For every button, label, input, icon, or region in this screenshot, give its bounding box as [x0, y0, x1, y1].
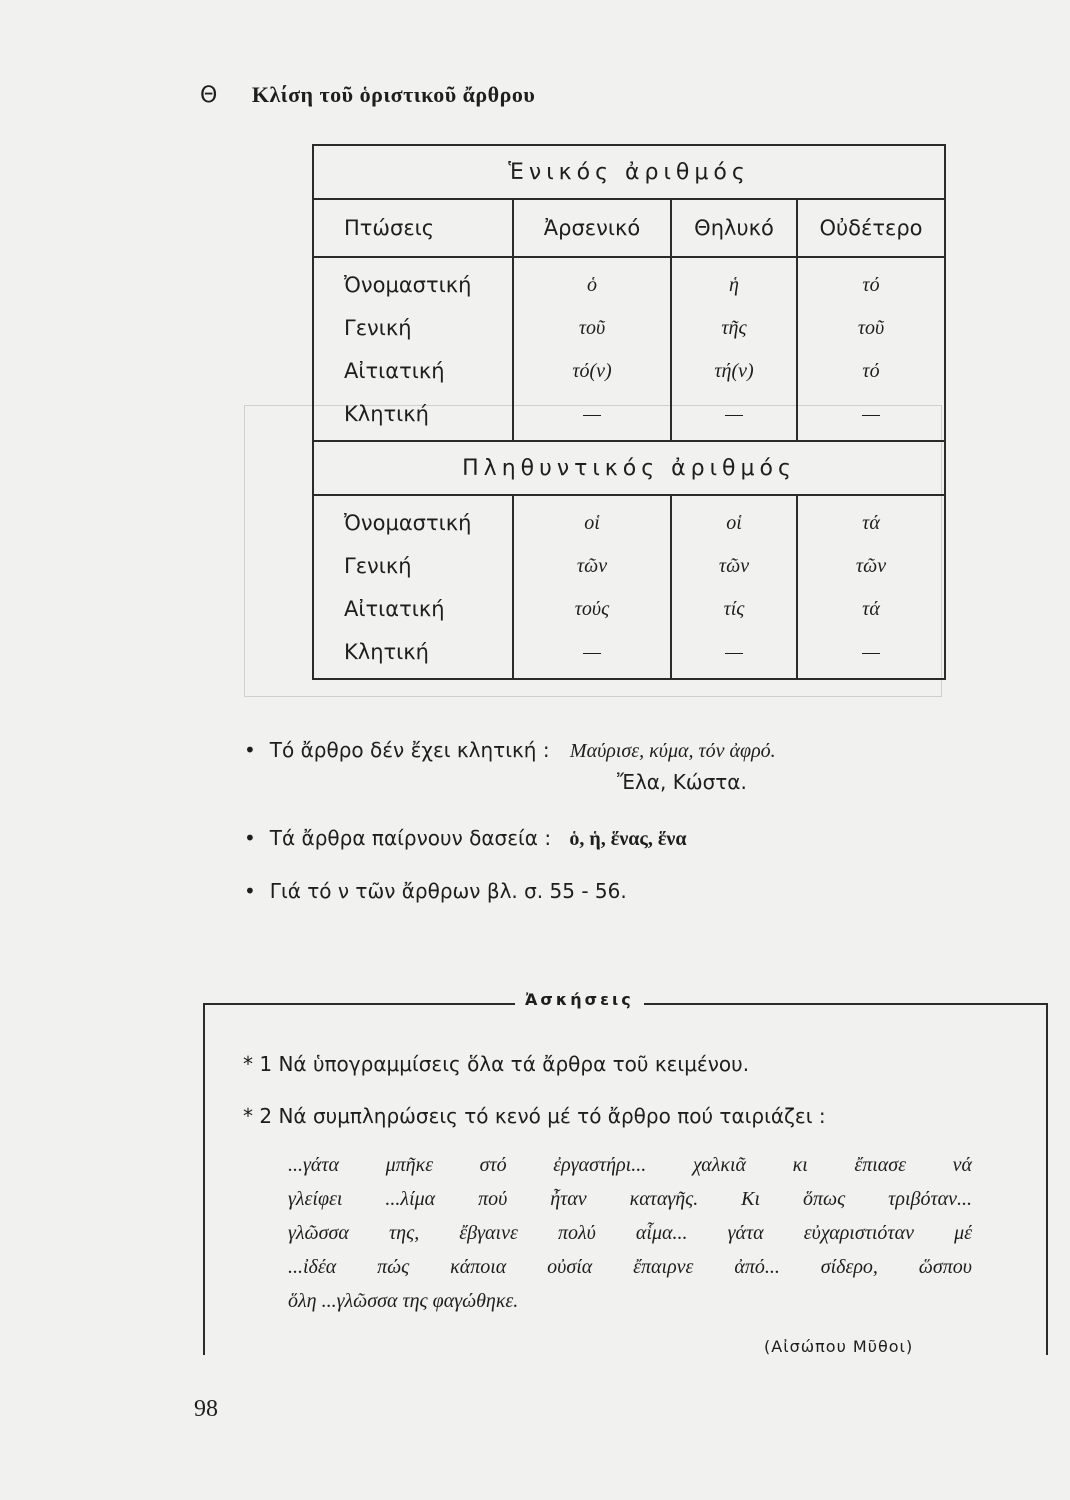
plural-banner: Πληθυντικός ἀριθμός — [313, 441, 945, 495]
article-form: — — [583, 641, 601, 663]
plural-rows — [313, 495, 945, 679]
article-form: τή(ν) — [714, 360, 754, 382]
section-title: Κλίση τοῦ ὁριστικοῦ ἄρθρου — [251, 82, 536, 107]
header-neuter: Οὐδέτερο — [797, 199, 945, 257]
exercise-text-line: ...ἰδέα πώς κάποια οὐσία ἔπαιρνε ἀπό... σίδερο, ὥσπου — [288, 1256, 972, 1278]
article-form: οἱ — [584, 512, 600, 534]
exercise-text-line: γλῶσσα της, ἔβγαινε πολύ αἷμα... γάτα εὐχαριστιόταν μέ — [288, 1222, 972, 1244]
note-rough-breathing — [244, 826, 687, 851]
article-form: τά — [862, 512, 880, 534]
singular-neuter-forms — [797, 257, 945, 441]
section-heading — [200, 82, 535, 108]
bullet-icon: • — [244, 738, 256, 762]
exercise-2: * 2 Νά συμπληρώσεις τό κενό μέ τό ἄρθρο πού ταιριάζει : — [243, 1104, 826, 1128]
theta-icon: Θ — [200, 83, 218, 108]
case-label: Ὀνομαστική — [344, 511, 472, 535]
article-form: τῶν — [855, 555, 887, 577]
article-form: — — [583, 403, 601, 425]
article-form: οἱ — [726, 512, 742, 534]
case-label: Κλητική — [344, 402, 429, 426]
case-label: Αἰτιατική — [344, 597, 445, 621]
plural-masculine-forms — [513, 495, 671, 679]
article-form: τό(ν) — [572, 360, 612, 382]
singular-feminine-forms — [671, 257, 797, 441]
note-text: Τό ἄρθρο δέν ἔχει κλητική : — [269, 738, 550, 762]
case-label: Αἰτιατική — [344, 359, 445, 383]
source-citation: (Αἰσώπου Μῦθοι) — [764, 1337, 914, 1356]
article-form: — — [862, 641, 880, 663]
plural-case-labels — [313, 495, 513, 679]
exercises-title: Ἀσκήσεις — [515, 990, 644, 1009]
header-masculine: Ἀρσενικό — [513, 199, 671, 257]
article-form: — — [725, 641, 743, 663]
singular-banner-row — [313, 145, 945, 199]
note-example: ὁ, ἡ, ἕνας, ἕνα — [569, 828, 687, 850]
header-feminine: Θηλυκό — [671, 199, 797, 257]
article-form: τούς — [574, 598, 610, 620]
header-row — [313, 199, 945, 257]
article-form: τό — [862, 274, 880, 296]
case-label: Κλητική — [344, 640, 429, 664]
note-final-nu — [244, 879, 627, 903]
note-example-2: Ἔλα, Κώστα. — [617, 770, 747, 794]
article-form: τοῦ — [857, 317, 885, 339]
note-vocative — [244, 738, 776, 763]
article-form: ἡ — [729, 274, 739, 296]
article-form: τίς — [723, 598, 745, 620]
case-label: Γενική — [344, 554, 412, 578]
plural-banner-row — [313, 441, 945, 495]
note-text: Τά ἄρθρα παίρνουν δασεία : — [269, 826, 552, 850]
singular-case-labels — [313, 257, 513, 441]
plural-feminine-forms — [671, 495, 797, 679]
bullet-icon: • — [244, 879, 256, 903]
case-label: Γενική — [344, 316, 412, 340]
exercise-1: * 1 Νά ὑπογραμμίσεις ὅλα τά ἄρθρα τοῦ κειμένου. — [243, 1052, 750, 1076]
bullet-icon: • — [244, 826, 256, 850]
note-example: Μαύρισε, κύμα, τόν ἀφρό. — [569, 740, 776, 762]
exercise-text-line: ὅλη ...γλῶσσα της φαγώθηκε. — [288, 1290, 519, 1312]
page-number: 98 — [194, 1396, 218, 1422]
exercise-text-line: ...γάτα μπῆκε στό ἐργαστήρι... χαλκιᾶ κι ἔπιασε νά — [288, 1154, 972, 1176]
article-form: — — [725, 403, 743, 425]
article-form: τῆς — [721, 317, 747, 339]
plural-neuter-forms — [797, 495, 945, 679]
article-form: τῶν — [718, 555, 750, 577]
singular-masculine-forms — [513, 257, 671, 441]
article-form: — — [862, 403, 880, 425]
header-cases: Πτώσεις — [313, 199, 513, 257]
exercise-text-line: γλείφει ...λίμα πού ἦταν καταγῆς. Κι ὅπως τριβόταν... — [288, 1188, 972, 1210]
singular-rows — [313, 257, 945, 441]
article-form: τό — [862, 360, 880, 382]
article-form: τῶν — [576, 555, 608, 577]
article-form: τοῦ — [578, 317, 606, 339]
article-form: ὁ — [587, 274, 597, 296]
note-text: Γιά τό ν τῶν ἄρθρων βλ. σ. 55 - 56. — [269, 879, 627, 903]
article-form: τά — [862, 598, 880, 620]
singular-banner: Ἑνικός ἀριθμός — [313, 145, 945, 199]
declension-table — [312, 144, 946, 680]
case-label: Ὀνομαστική — [344, 273, 472, 297]
ghost-box — [188, 920, 958, 980]
